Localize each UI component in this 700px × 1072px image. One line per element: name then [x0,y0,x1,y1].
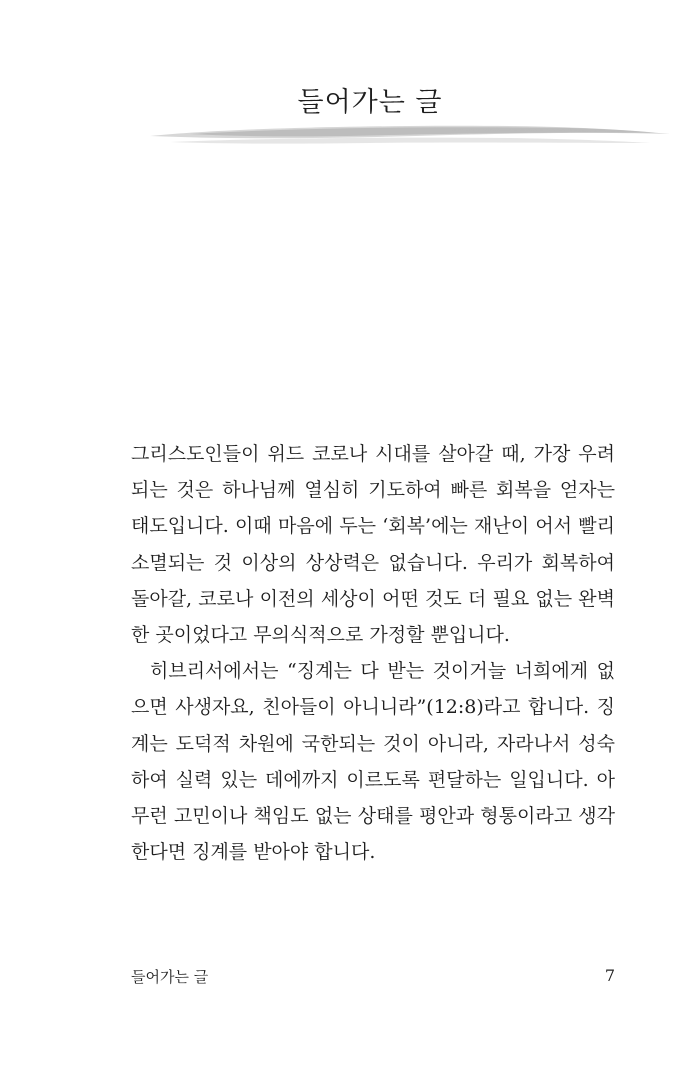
brush-stroke-decoration [150,114,670,154]
page-number: 7 [604,966,615,985]
chapter-title: 들어가는 글 [297,87,443,118]
running-title: 들어가는 글 [131,968,209,986]
paragraph-1: 그리스도인들이 위드 코로나 시대를 살아갈 때, 가장 우려되는 것은 하나님께 열심히 기도하여 빠른 회복을 얻자는 태도입니다. 이때 마음에 두는 ‘회복’에는 재난이 어서 빨리 소멸되는 것 이상의 상상력은 없습니다. 우리가 회복하여 돌아갈, 코로나 이전의 세상이 어떤 것도 더 필요 없는 완벽한 곳이었다고 무의식적으로 가정할 뿐입니다. [131,443,615,647]
body-text [131,436,615,870]
page-footer [131,966,615,990]
paragraph-2: 히브리서에서는 “징계는 다 받는 것이거늘 너희에게 없으면 사생자요, 친아들이 아니니라”(12:8)라고 합니다. 징계는 도덕적 차원에 국한되는 것이 아니라, 자라나서 성숙하여 실력 있는 데에까지 이르도록 편달하는 일입니다. 아무런 고민이나 책임도 없는 상태를 평안과 형통이라고 생각한다면 징계를 받아야 합니다. [131,660,615,864]
